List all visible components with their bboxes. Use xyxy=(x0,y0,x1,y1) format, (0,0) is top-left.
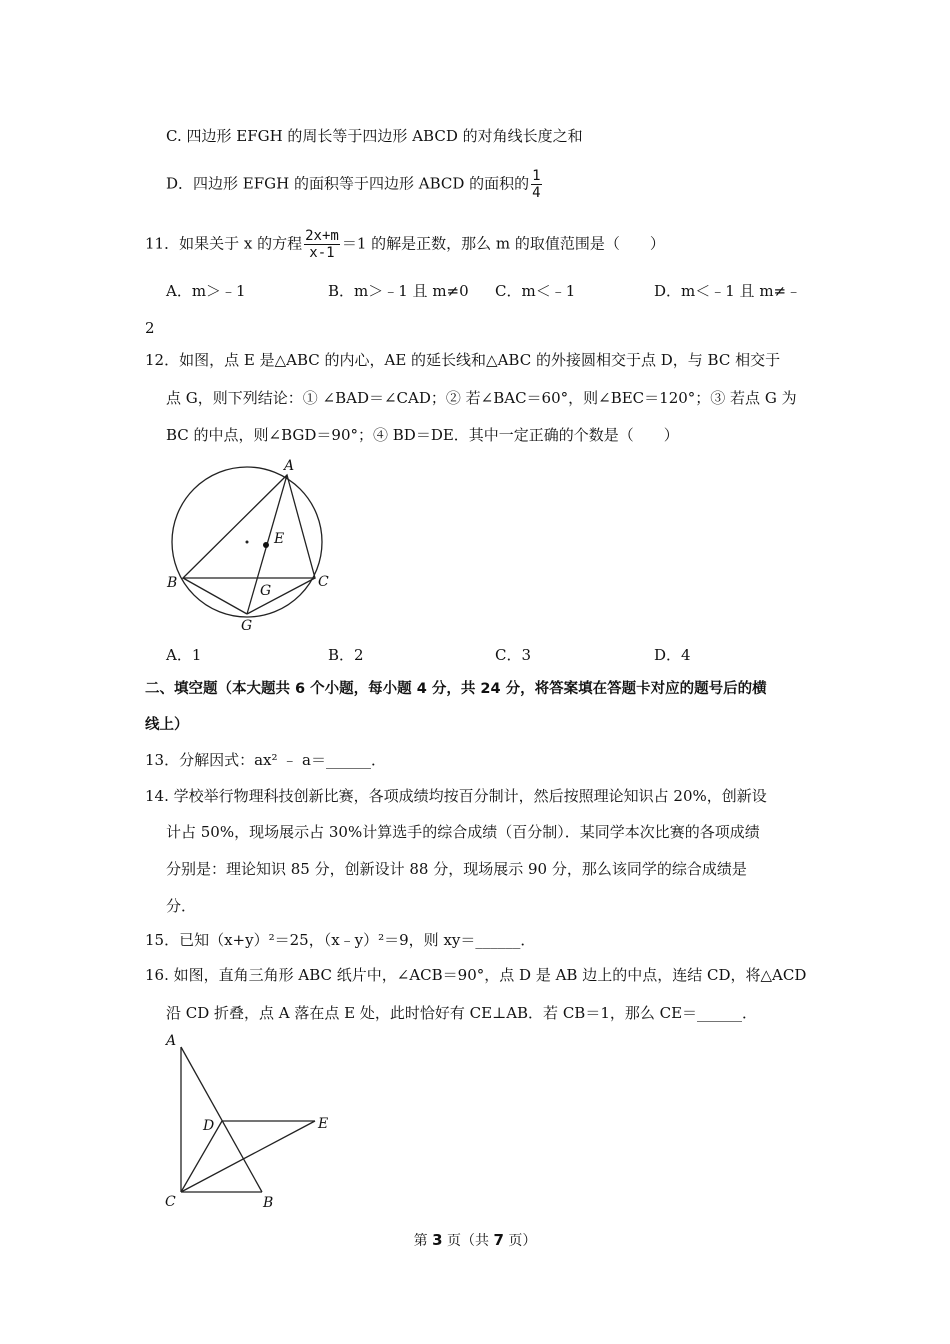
q15: 15．已知（x+y）²＝25，（x﹣y）²＝9，则 xy＝______． xyxy=(145,931,536,949)
q10-option-d xyxy=(166,168,544,201)
q12-option-d: D．4 xyxy=(654,646,691,664)
line-bd xyxy=(183,578,247,614)
q14-line-4: 分． xyxy=(166,897,197,915)
page-footer: 第 3 页（共 7 页） xyxy=(413,1231,537,1249)
q11-fraction: $\frac{2x+m}{x-1}$ xyxy=(305,228,339,261)
label-b: B xyxy=(167,575,178,591)
footer-page-total: 7 xyxy=(493,1231,504,1249)
q12-option-c: C．3 xyxy=(495,646,532,664)
label-d: D xyxy=(203,1118,215,1134)
q16-triangle-figure xyxy=(160,1030,350,1215)
q12-option-a: A．1 xyxy=(166,646,202,664)
q14-line-1: 14. 学校举行物理科技创新比赛，各项成绩均按百分制计，然后按照理论知识占 20%，创新设 xyxy=(145,787,767,805)
q12-option-b: B．2 xyxy=(328,646,364,664)
label-a: A xyxy=(284,458,295,474)
q12-line-1: 12．如图，点 E 是△ABC 的内心，AE 的延长线和△ABC 的外接圆相交于点 D，与 BC 相交于 xyxy=(145,351,781,369)
label-g-outer: G xyxy=(241,618,253,634)
q11-option-b: B．m＞﹣1 且 m≠0 xyxy=(328,282,469,300)
footer-page-number: 3 xyxy=(432,1231,443,1249)
q12-line-3: BC 的中点，则∠BGD＝90°；④ BD＝DE．其中一定正确的个数是（ ） xyxy=(166,426,679,444)
label-g-inner: G xyxy=(260,583,272,599)
q10-option-d-text: D．四边形 EFGH 的面积等于四边形 ABCD 的面积的 xyxy=(166,174,530,193)
q11-option-d: D．m＜﹣1 且 m≠﹣ xyxy=(654,282,802,300)
q12-circle-figure xyxy=(160,455,340,635)
q16-line-2: 沿 CD 折叠，点 A 落在点 E 处，此时恰好有 CE⊥AB．若 CB＝1，那么 CE＝______． xyxy=(166,1004,758,1022)
q11-option-d-wrap: 2 xyxy=(145,319,155,337)
label-c: C xyxy=(318,574,329,590)
q11-stem: 11．如果关于 x 的方程 $\frac{2x+m}{x-1}$ ＝1 的解是正数，那么 m 的取值范围是（ ） xyxy=(145,228,665,261)
q10-option-c: C. 四边形 EFGH 的周长等于四边形 ABCD 的对角线长度之和 xyxy=(166,127,583,145)
section-2-heading-line-2: 线上） xyxy=(145,717,189,733)
point-e xyxy=(263,542,269,548)
triangle-abc xyxy=(183,475,315,578)
q13: 13．分解因式：ax² ﹣ a＝______． xyxy=(145,751,386,769)
label-e: E xyxy=(274,531,285,547)
q14-line-3: 分别是：理论知识 85 分，创新设计 88 分，现场展示 90 分，那么该同学的综合成绩是 xyxy=(166,860,747,878)
label-a: A xyxy=(166,1033,177,1049)
q12-line-2: 点 G，则下列结论：① ∠BAD＝∠CAD；② 若∠BAC＝60°，则∠BEC＝120°；③ 若点 G 为 xyxy=(166,389,797,407)
label-e: E xyxy=(318,1116,329,1132)
label-c: C xyxy=(165,1194,176,1210)
label-b: B xyxy=(263,1195,274,1211)
q10-option-d-fraction: $\frac{1}{4}$ xyxy=(532,168,541,201)
q16-line-1: 16. 如图，直角三角形 ABC 纸片中，∠ACB＝90°，点 D 是 AB 边上的中点，连结 CD，将△ACD xyxy=(145,966,807,984)
center-point xyxy=(246,541,249,544)
section-2-heading-line-1: 二、填空题（本大题共 6 个小题，每小题 4 分，共 24 分，将答案填在答题卡对应的题号后的横 xyxy=(145,681,767,697)
q11-option-a: A．m＞﹣1 xyxy=(166,282,246,300)
q11-option-c: C．m＜﹣1 xyxy=(495,282,576,300)
q14-line-2: 计占 50%，现场展示占 30%计算选手的综合成绩（百分制）．某同学本次比赛的各项成绩 xyxy=(166,823,760,841)
